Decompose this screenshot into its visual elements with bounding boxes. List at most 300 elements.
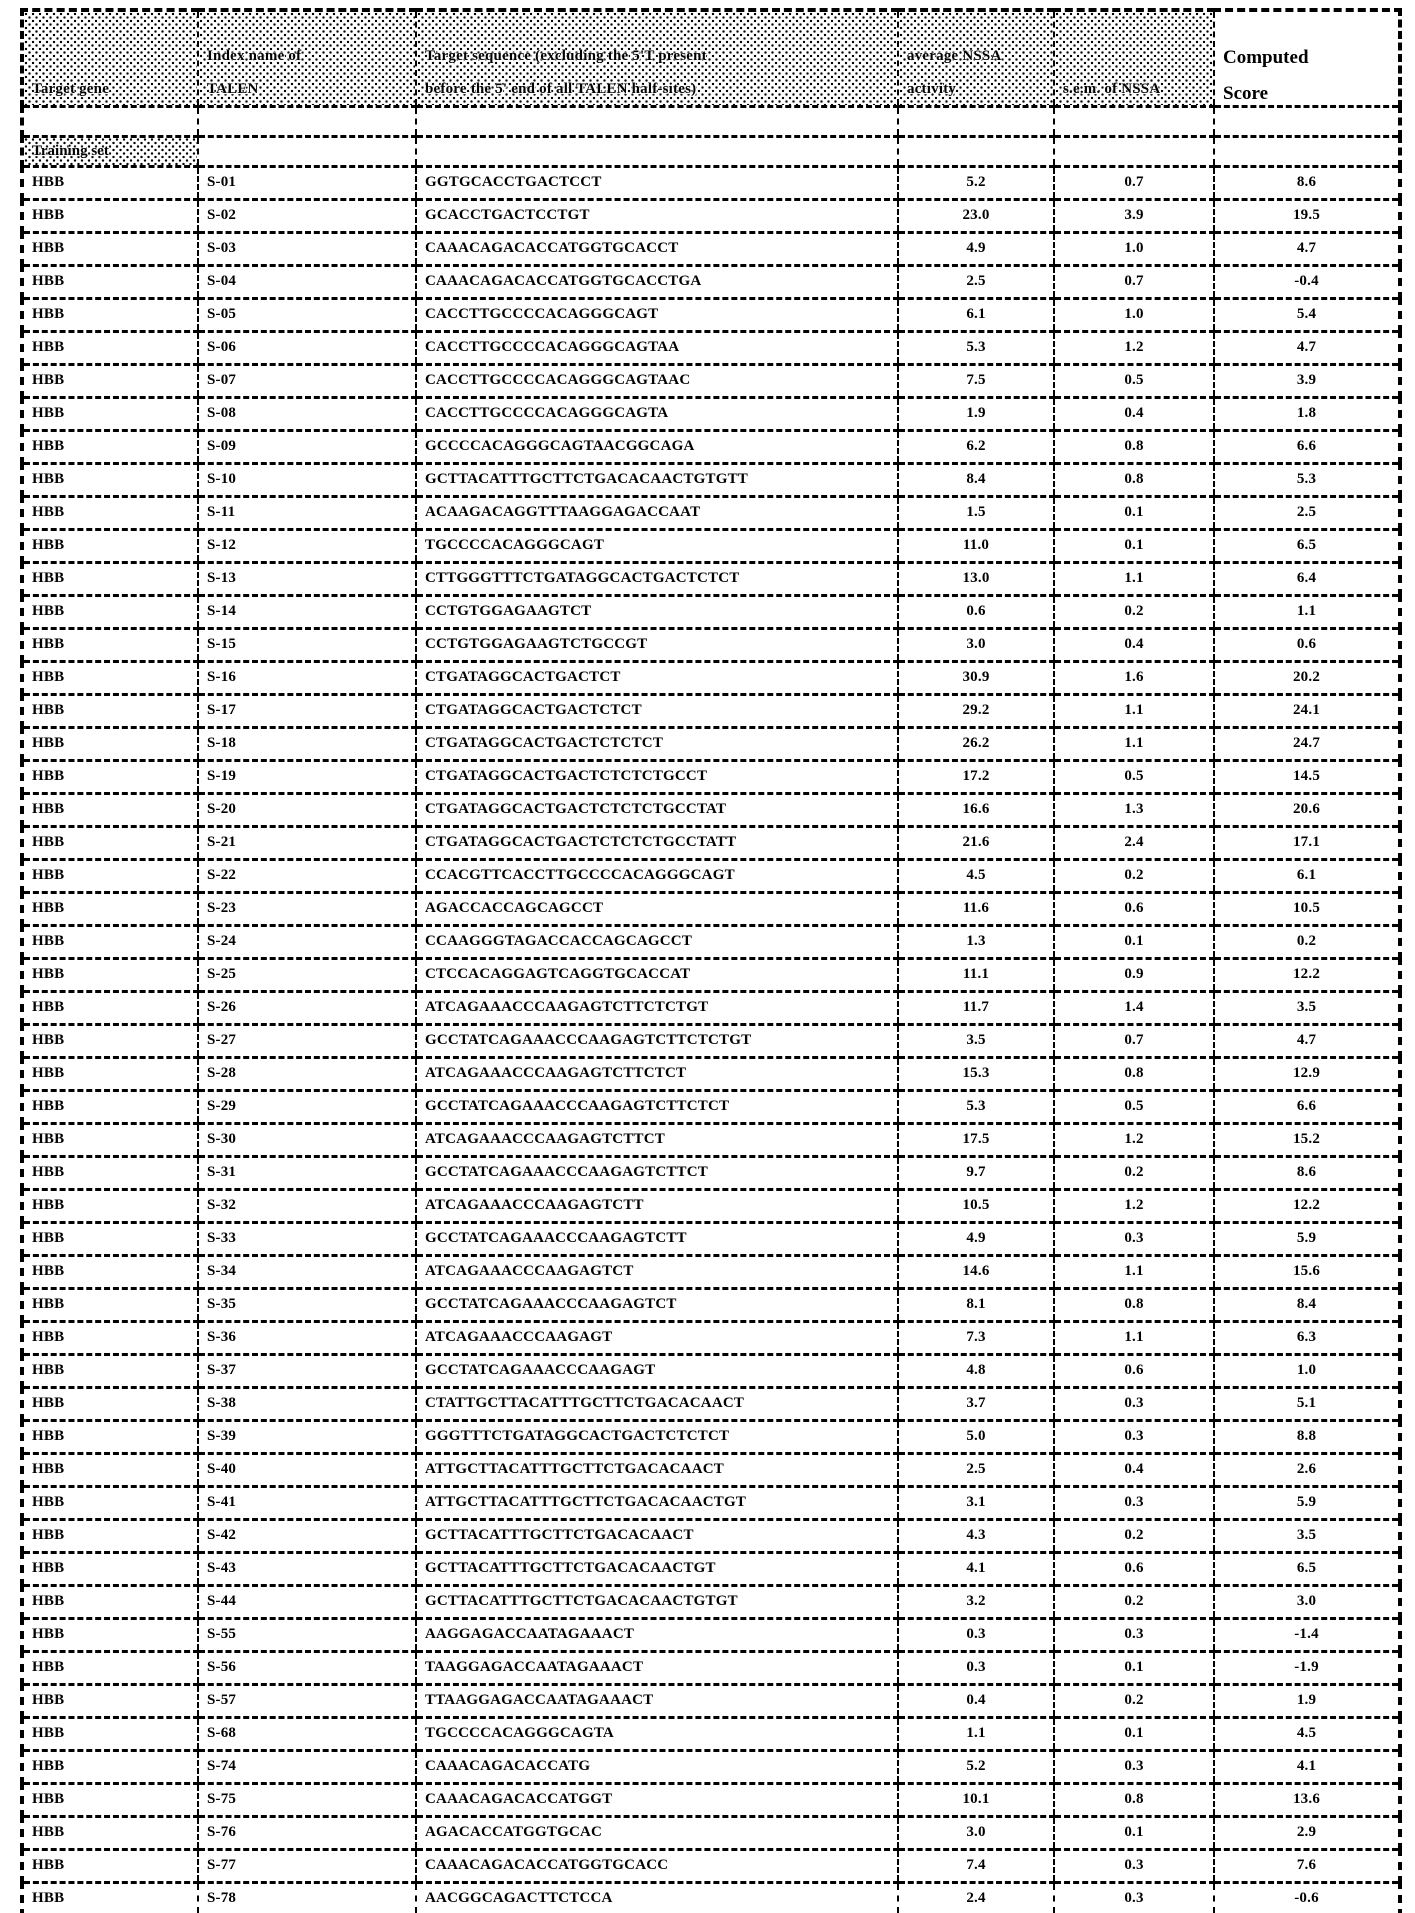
- table-row: [22, 1750, 1400, 1783]
- gene-cell: HBB: [22, 925, 198, 958]
- score-cell: 0.2: [1214, 925, 1400, 958]
- index-cell: S-14: [198, 595, 416, 628]
- activity-cell: 1.9: [898, 397, 1054, 430]
- table-row: [22, 463, 1400, 496]
- sequence-cell: TAAGGAGACCAATAGAAACT: [416, 1651, 898, 1684]
- index-cell: S-57: [198, 1684, 416, 1717]
- sequence-cell: CTGATAGGCACTGACTCTCTCTGCCTATT: [416, 826, 898, 859]
- sequence-cell: TTAAGGAGACCAATAGAAACT: [416, 1684, 898, 1717]
- score-cell: 12.2: [1214, 1189, 1400, 1222]
- gene-cell: HBB: [22, 1453, 198, 1486]
- activity-cell: 3.2: [898, 1585, 1054, 1618]
- activity-cell: 11.1: [898, 958, 1054, 991]
- sequence-cell: CTGATAGGCACTGACTCTCTCTGCCT: [416, 760, 898, 793]
- table-row: [22, 1222, 1400, 1255]
- index-cell: S-27: [198, 1024, 416, 1057]
- activity-cell: 10.1: [898, 1783, 1054, 1816]
- index-cell: S-09: [198, 430, 416, 463]
- sem-cell: 0.3: [1054, 1222, 1214, 1255]
- sequence-cell: CAAACAGACACCATGGT: [416, 1783, 898, 1816]
- activity-cell: 8.4: [898, 463, 1054, 496]
- sequence-cell: GCCTATCAGAAACCCAAGAGTCT: [416, 1288, 898, 1321]
- sequence-cell: GCCTATCAGAAACCCAAGAGT: [416, 1354, 898, 1387]
- score-cell: 5.9: [1214, 1222, 1400, 1255]
- sequence-cell: CCACGTTCACCTTGCCCCACAGGGCAGT: [416, 859, 898, 892]
- activity-cell: 4.9: [898, 1222, 1054, 1255]
- gene-cell: HBB: [22, 1486, 198, 1519]
- sem-cell: 1.2: [1054, 1189, 1214, 1222]
- table-row: [22, 1090, 1400, 1123]
- activity-cell: 14.6: [898, 1255, 1054, 1288]
- activity-cell: 0.6: [898, 595, 1054, 628]
- activity-cell: 0.3: [898, 1651, 1054, 1684]
- table-row: [22, 1618, 1400, 1651]
- gene-cell: HBB: [22, 1354, 198, 1387]
- activity-cell: 0.4: [898, 1684, 1054, 1717]
- sem-cell: 2.4: [1054, 826, 1214, 859]
- score-cell: 4.7: [1214, 1024, 1400, 1057]
- activity-cell: 4.8: [898, 1354, 1054, 1387]
- sequence-cell: CACCTTGCCCCACAGGGCAGTA: [416, 397, 898, 430]
- activity-cell: 3.5: [898, 1024, 1054, 1057]
- sem-cell: 0.4: [1054, 1453, 1214, 1486]
- sem-cell: 0.9: [1054, 958, 1214, 991]
- sem-cell: 0.2: [1054, 1156, 1214, 1189]
- score-cell: 3.5: [1214, 991, 1400, 1024]
- table-row: [22, 364, 1400, 397]
- sequence-cell: CTGATAGGCACTGACTCTCTCT: [416, 727, 898, 760]
- table-row: [22, 991, 1400, 1024]
- activity-cell: 3.0: [898, 628, 1054, 661]
- index-cell: S-28: [198, 1057, 416, 1090]
- sequence-cell: CCTGTGGAGAAGTCTGCCGT: [416, 628, 898, 661]
- gene-cell: HBB: [22, 1189, 198, 1222]
- gene-cell: HBB: [22, 1255, 198, 1288]
- index-cell: S-12: [198, 529, 416, 562]
- score-cell: -0.4: [1214, 265, 1400, 298]
- activity-cell: 4.3: [898, 1519, 1054, 1552]
- sem-cell: 0.6: [1054, 892, 1214, 925]
- activity-cell: 1.1: [898, 1717, 1054, 1750]
- score-cell: 8.6: [1214, 166, 1400, 199]
- activity-cell: 11.7: [898, 991, 1054, 1024]
- gene-cell: HBB: [22, 628, 198, 661]
- sequence-cell: CACCTTGCCCCACAGGGCAGTAA: [416, 331, 898, 364]
- sequence-cell: CAAACAGACACCATGGTGCACCT: [416, 232, 898, 265]
- score-cell: 14.5: [1214, 760, 1400, 793]
- gene-cell: HBB: [22, 595, 198, 628]
- score-cell: 3.5: [1214, 1519, 1400, 1552]
- score-cell: 4.7: [1214, 331, 1400, 364]
- score-cell: 10.5: [1214, 892, 1400, 925]
- gene-cell: HBB: [22, 1618, 198, 1651]
- sem-header-label: s.e.m. of NSSA: [1063, 81, 1161, 98]
- gene-cell: HBB: [22, 1387, 198, 1420]
- score-cell: 6.5: [1214, 1552, 1400, 1585]
- index-cell: S-17: [198, 694, 416, 727]
- activity-cell: 0.3: [898, 1618, 1054, 1651]
- sem-cell: 0.1: [1054, 529, 1214, 562]
- table-row: [22, 232, 1400, 265]
- spacer-cell: [898, 106, 1054, 136]
- sem-cell: 1.2: [1054, 1123, 1214, 1156]
- activity-cell: 6.2: [898, 430, 1054, 463]
- index-cell: S-30: [198, 1123, 416, 1156]
- gene-cell: HBB: [22, 760, 198, 793]
- score-cell: 8.6: [1214, 1156, 1400, 1189]
- col-header-target-sequence: [416, 10, 898, 106]
- index-cell: S-56: [198, 1651, 416, 1684]
- gene-cell: HBB: [22, 166, 198, 199]
- sequence-cell: GCCTATCAGAAACCCAAGAGTCTT: [416, 1222, 898, 1255]
- index-cell: S-03: [198, 232, 416, 265]
- sem-cell: 0.7: [1054, 166, 1214, 199]
- table-row: [22, 628, 1400, 661]
- score-cell: -1.9: [1214, 1651, 1400, 1684]
- activity-cell: 7.4: [898, 1849, 1054, 1882]
- sequence-cell: CAAACAGACACCATGGTGCACC: [416, 1849, 898, 1882]
- sem-cell: 0.3: [1054, 1750, 1214, 1783]
- spacer-cell: [198, 106, 416, 136]
- sequence-cell: CCAAGGGTAGACCACCAGCAGCCT: [416, 925, 898, 958]
- sem-cell: 0.1: [1054, 1651, 1214, 1684]
- table-row: [22, 1585, 1400, 1618]
- score-cell: 5.3: [1214, 463, 1400, 496]
- sem-cell: 0.3: [1054, 1618, 1214, 1651]
- spacer-cell: [1214, 106, 1400, 136]
- sem-cell: 1.1: [1054, 1321, 1214, 1354]
- gene-cell: HBB: [22, 1024, 198, 1057]
- activity-cell: 5.0: [898, 1420, 1054, 1453]
- activity-cell: 3.0: [898, 1816, 1054, 1849]
- score-cell: 2.9: [1214, 1816, 1400, 1849]
- gene-cell: HBB: [22, 892, 198, 925]
- sem-cell: 3.9: [1054, 199, 1214, 232]
- table-row: [22, 859, 1400, 892]
- gene-cell: HBB: [22, 496, 198, 529]
- table-row: [22, 1882, 1400, 1913]
- score-cell: 4.7: [1214, 232, 1400, 265]
- col-header-target-gene: [22, 10, 198, 106]
- sem-cell: 0.1: [1054, 1816, 1214, 1849]
- sem-cell: 0.5: [1054, 760, 1214, 793]
- table-row: [22, 1354, 1400, 1387]
- index-cell: S-21: [198, 826, 416, 859]
- table-row: [22, 1420, 1400, 1453]
- index-cell: S-32: [198, 1189, 416, 1222]
- sem-cell: 0.2: [1054, 1585, 1214, 1618]
- gene-cell: HBB: [22, 1651, 198, 1684]
- table-row: [22, 727, 1400, 760]
- index-cell: S-23: [198, 892, 416, 925]
- sequence-cell: GCCTATCAGAAACCCAAGAGTCTTCTCT: [416, 1090, 898, 1123]
- table-row: [22, 1783, 1400, 1816]
- activity-cell: 5.3: [898, 1090, 1054, 1123]
- spacer-cell: [416, 106, 898, 136]
- sequence-cell: CACCTTGCCCCACAGGGCAGT: [416, 298, 898, 331]
- sequence-cell: ATCAGAAACCCAAGAGTCT: [416, 1255, 898, 1288]
- header-row: [22, 10, 1400, 106]
- index-cell: S-19: [198, 760, 416, 793]
- table-row: [22, 595, 1400, 628]
- score-cell: 1.9: [1214, 1684, 1400, 1717]
- index-cell: S-34: [198, 1255, 416, 1288]
- table-row: [22, 826, 1400, 859]
- score-cell: 4.1: [1214, 1750, 1400, 1783]
- gene-cell: HBB: [22, 694, 198, 727]
- index-cell: S-22: [198, 859, 416, 892]
- sequence-cell: CCTGTGGAGAAGTCT: [416, 595, 898, 628]
- sequence-cell: CTGATAGGCACTGACTCT: [416, 661, 898, 694]
- index-cell: S-38: [198, 1387, 416, 1420]
- score-cell: 2.6: [1214, 1453, 1400, 1486]
- activity-cell: 6.1: [898, 298, 1054, 331]
- sequence-header-line2: before the 5' end of all TALEN half-sites): [425, 81, 697, 98]
- table-row: [22, 1552, 1400, 1585]
- table-row: [22, 331, 1400, 364]
- activity-cell: 11.0: [898, 529, 1054, 562]
- gene-cell: HBB: [22, 1717, 198, 1750]
- index-cell: S-13: [198, 562, 416, 595]
- col-header-index-name: [198, 10, 416, 106]
- table-row: [22, 694, 1400, 727]
- table-row: [22, 529, 1400, 562]
- sem-cell: 0.3: [1054, 1486, 1214, 1519]
- index-cell: S-16: [198, 661, 416, 694]
- index-cell: S-31: [198, 1156, 416, 1189]
- sem-cell: 0.1: [1054, 925, 1214, 958]
- sequence-cell: AACGGCAGACTTCTCCA: [416, 1882, 898, 1913]
- table-row: [22, 397, 1400, 430]
- sem-cell: 0.8: [1054, 1288, 1214, 1321]
- index-cell: S-20: [198, 793, 416, 826]
- index-cell: S-05: [198, 298, 416, 331]
- table-row: [22, 1321, 1400, 1354]
- sequence-cell: GCTTACATTTGCTTCTGACACAACTGT: [416, 1552, 898, 1585]
- sequence-cell: GCTTACATTTGCTTCTGACACAACT: [416, 1519, 898, 1552]
- gene-cell: HBB: [22, 265, 198, 298]
- sem-cell: 0.6: [1054, 1552, 1214, 1585]
- score-cell: 24.1: [1214, 694, 1400, 727]
- score-cell: 7.6: [1214, 1849, 1400, 1882]
- table-row: [22, 1486, 1400, 1519]
- activity-cell: 2.5: [898, 1453, 1054, 1486]
- score-cell: 5.9: [1214, 1486, 1400, 1519]
- table-row: [22, 1024, 1400, 1057]
- sem-cell: 0.6: [1054, 1354, 1214, 1387]
- sequence-cell: CAAACAGACACCATGGTGCACCTGA: [416, 265, 898, 298]
- table-row: [22, 793, 1400, 826]
- activity-cell: 9.7: [898, 1156, 1054, 1189]
- sequence-cell: CTATTGCTTACATTTGCTTCTGACACAACT: [416, 1387, 898, 1420]
- gene-cell: HBB: [22, 1849, 198, 1882]
- activity-cell: 7.3: [898, 1321, 1054, 1354]
- sequence-cell: AGACACCATGGTGCAC: [416, 1816, 898, 1849]
- activity-cell: 17.2: [898, 760, 1054, 793]
- index-cell: S-18: [198, 727, 416, 760]
- activity-cell: 13.0: [898, 562, 1054, 595]
- index-cell: S-76: [198, 1816, 416, 1849]
- index-cell: S-37: [198, 1354, 416, 1387]
- gene-cell: HBB: [22, 529, 198, 562]
- sequence-cell: AGACCACCAGCAGCCT: [416, 892, 898, 925]
- spacer-cell: [22, 106, 198, 136]
- index-cell: S-04: [198, 265, 416, 298]
- activity-cell: 11.6: [898, 892, 1054, 925]
- table-row: [22, 661, 1400, 694]
- gene-cell: HBB: [22, 991, 198, 1024]
- score-cell: 20.6: [1214, 793, 1400, 826]
- score-cell: 2.5: [1214, 496, 1400, 529]
- score-cell: 1.0: [1214, 1354, 1400, 1387]
- sequence-cell: ATCAGAAACCCAAGAGTCTT: [416, 1189, 898, 1222]
- activity-cell: 4.5: [898, 859, 1054, 892]
- index-header-line2: TALEN: [207, 81, 259, 98]
- gene-cell: HBB: [22, 1057, 198, 1090]
- table-row: [22, 1189, 1400, 1222]
- sequence-cell: ATCAGAAACCCAAGAGTCTTCTCT: [416, 1057, 898, 1090]
- table-row: [22, 892, 1400, 925]
- gene-cell: HBB: [22, 793, 198, 826]
- gene-cell: HBB: [22, 1816, 198, 1849]
- sem-cell: 0.2: [1054, 1684, 1214, 1717]
- gene-cell: HBB: [22, 364, 198, 397]
- sem-cell: 0.3: [1054, 1882, 1214, 1913]
- index-cell: S-36: [198, 1321, 416, 1354]
- empty-cell: [198, 136, 416, 166]
- activity-cell: 4.9: [898, 232, 1054, 265]
- activity-cell: 29.2: [898, 694, 1054, 727]
- sem-cell: 1.1: [1054, 727, 1214, 760]
- activity-header-line1: average NSSA: [907, 48, 1002, 64]
- index-cell: S-15: [198, 628, 416, 661]
- gene-cell: HBB: [22, 1882, 198, 1913]
- activity-cell: 3.1: [898, 1486, 1054, 1519]
- activity-cell: 5.2: [898, 166, 1054, 199]
- score-cell: 15.6: [1214, 1255, 1400, 1288]
- gene-cell: HBB: [22, 298, 198, 331]
- activity-cell: 21.6: [898, 826, 1054, 859]
- index-cell: S-10: [198, 463, 416, 496]
- activity-cell: 1.3: [898, 925, 1054, 958]
- index-cell: S-78: [198, 1882, 416, 1913]
- sem-cell: 0.8: [1054, 463, 1214, 496]
- table-row: [22, 166, 1400, 199]
- index-cell: S-39: [198, 1420, 416, 1453]
- table-row: [22, 1123, 1400, 1156]
- spacer-row: [22, 106, 1400, 136]
- score-cell: 12.9: [1214, 1057, 1400, 1090]
- sequence-cell: GGTGCACCTGACTCCT: [416, 166, 898, 199]
- table-row: [22, 1255, 1400, 1288]
- score-cell: 0.6: [1214, 628, 1400, 661]
- activity-cell: 3.7: [898, 1387, 1054, 1420]
- gene-cell: HBB: [22, 1156, 198, 1189]
- sem-cell: 1.6: [1054, 661, 1214, 694]
- table-row: [22, 1684, 1400, 1717]
- table-row: [22, 1288, 1400, 1321]
- gene-cell: HBB: [22, 727, 198, 760]
- gene-cell: HBB: [22, 1750, 198, 1783]
- sequence-cell: ATCAGAAACCCAAGAGTCTTCTCTGT: [416, 991, 898, 1024]
- sequence-cell: GGGTTTCTGATAGGCACTGACTCTCTCT: [416, 1420, 898, 1453]
- empty-cell: [898, 136, 1054, 166]
- sequence-cell: CTCCACAGGAGTCAGGTGCACCAT: [416, 958, 898, 991]
- sem-cell: 0.4: [1054, 397, 1214, 430]
- activity-cell: 7.5: [898, 364, 1054, 397]
- sequence-cell: ATTGCTTACATTTGCTTCTGACACAACTGT: [416, 1486, 898, 1519]
- training-set-label: Training set: [22, 136, 198, 166]
- table-row: [22, 199, 1400, 232]
- index-cell: S-42: [198, 1519, 416, 1552]
- table-row: [22, 265, 1400, 298]
- index-cell: S-07: [198, 364, 416, 397]
- sequence-cell: CACCTTGCCCCACAGGGCAGTAAC: [416, 364, 898, 397]
- sequence-cell: ATCAGAAACCCAAGAGT: [416, 1321, 898, 1354]
- sem-cell: 1.4: [1054, 991, 1214, 1024]
- sequence-cell: ATCAGAAACCCAAGAGTCTTCT: [416, 1123, 898, 1156]
- score-cell: 3.9: [1214, 364, 1400, 397]
- sem-cell: 0.8: [1054, 1057, 1214, 1090]
- gene-cell: HBB: [22, 826, 198, 859]
- index-cell: S-75: [198, 1783, 416, 1816]
- gene-cell: HBB: [22, 397, 198, 430]
- sem-cell: 0.8: [1054, 1783, 1214, 1816]
- score-cell: 19.5: [1214, 199, 1400, 232]
- score-cell: 5.1: [1214, 1387, 1400, 1420]
- score-cell: 3.0: [1214, 1585, 1400, 1618]
- sequence-cell: TGCCCCACAGGGCAGTA: [416, 1717, 898, 1750]
- empty-cell: [416, 136, 898, 166]
- table-row: [22, 1519, 1400, 1552]
- score-cell: 1.8: [1214, 397, 1400, 430]
- activity-cell: 2.5: [898, 265, 1054, 298]
- empty-cell: [1054, 136, 1214, 166]
- index-cell: S-06: [198, 331, 416, 364]
- gene-cell: HBB: [22, 1222, 198, 1255]
- sem-cell: 1.1: [1054, 694, 1214, 727]
- score-cell: 6.5: [1214, 529, 1400, 562]
- activity-cell: 30.9: [898, 661, 1054, 694]
- gene-cell: HBB: [22, 331, 198, 364]
- activity-header-line2: activity: [907, 81, 957, 98]
- spacer-cell: [1054, 106, 1214, 136]
- index-cell: S-33: [198, 1222, 416, 1255]
- sequence-cell: CTGATAGGCACTGACTCTCTCTGCCTAT: [416, 793, 898, 826]
- sem-cell: 0.3: [1054, 1849, 1214, 1882]
- sem-cell: 0.5: [1054, 364, 1214, 397]
- index-cell: S-40: [198, 1453, 416, 1486]
- col-header-sem: [1054, 10, 1214, 106]
- sem-cell: 0.3: [1054, 1387, 1214, 1420]
- gene-cell: HBB: [22, 232, 198, 265]
- score-cell: 15.2: [1214, 1123, 1400, 1156]
- index-cell: S-35: [198, 1288, 416, 1321]
- gene-cell: HBB: [22, 1420, 198, 1453]
- sequence-cell: TGCCCCACAGGGCAGT: [416, 529, 898, 562]
- activity-cell: 26.2: [898, 727, 1054, 760]
- gene-cell: HBB: [22, 958, 198, 991]
- sequence-cell: ACAAGACAGGTTTAAGGAGACCAAT: [416, 496, 898, 529]
- gene-cell: HBB: [22, 1519, 198, 1552]
- sem-cell: 1.2: [1054, 331, 1214, 364]
- index-cell: S-25: [198, 958, 416, 991]
- score-cell: 8.8: [1214, 1420, 1400, 1453]
- score-cell: 6.6: [1214, 1090, 1400, 1123]
- table-row: [22, 496, 1400, 529]
- sequence-cell: CAAACAGACACCATG: [416, 1750, 898, 1783]
- score-cell: 6.6: [1214, 430, 1400, 463]
